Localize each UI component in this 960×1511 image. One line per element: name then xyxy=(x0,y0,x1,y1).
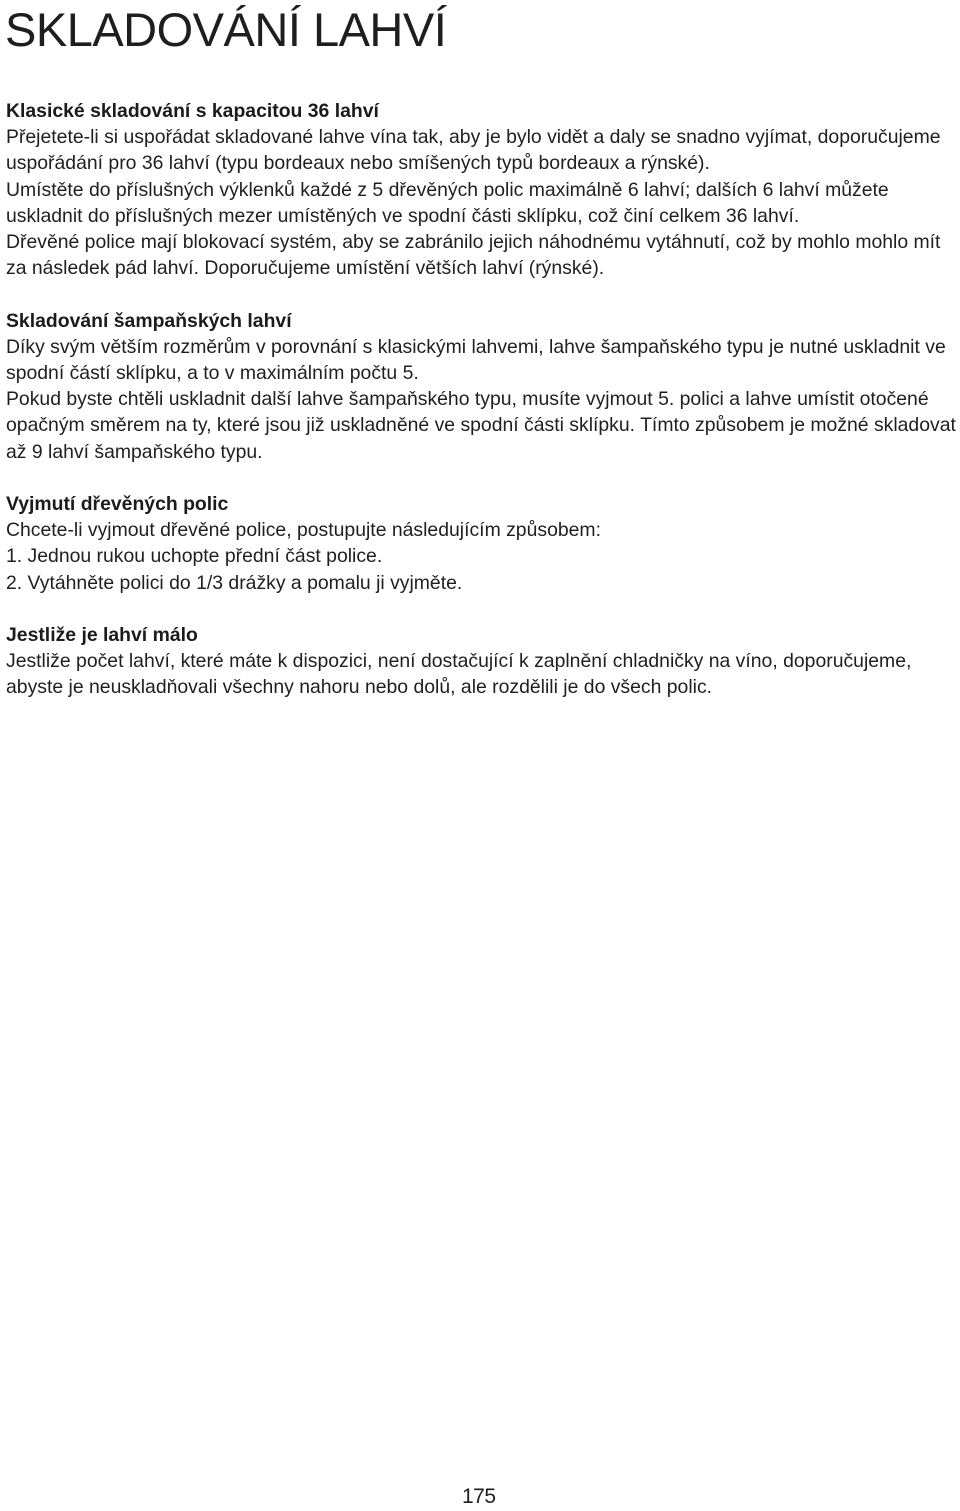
section-heading: Skladování šampaňských lahví xyxy=(6,309,292,332)
paragraph: Přejetete-li si uspořádat skladované lahve vína tak, aby je bylo vidět a daly se snadno vyjímat, doporučujeme uspořádání pro 36 lahví (typu bordeaux nebo smíšených typů bordeaux a rýnské). xyxy=(6,126,941,175)
document-body xyxy=(6,98,958,727)
section-shelf-removal xyxy=(6,491,958,596)
list-item: 2. Vytáhněte polici do 1/3 drážky a pomalu ji vyjměte. xyxy=(6,571,463,594)
paragraph: Umístěte do příslušných výklenků každé z 5 dřevěných polic maximálně 6 lahví; dalších 6 lahví můžete uskladnit do příslušných mezer umístěných ve spodní části sklípku, což činí celkem 36 lahví. xyxy=(6,178,889,227)
section-heading: Vyjmutí dřevěných polic xyxy=(6,493,229,516)
list-item: 1. Jednou rukou uchopte přední část police. xyxy=(6,545,383,568)
paragraph: Díky svým větším rozměrům v porovnání s klasickými lahvemi, lahve šampaňského typu je nutné uskladnit ve spodní částí sklípku, a to v maximálním počtu 5. xyxy=(6,335,946,385)
section-heading: Jestliže je lahví málo xyxy=(6,624,198,647)
section-champagne-storage xyxy=(6,308,958,465)
section-few-bottles xyxy=(6,622,958,701)
section-heading: Klasické skladování s kapacitou 36 lahví xyxy=(6,100,379,122)
section-classic-storage xyxy=(6,98,958,281)
paragraph: Pokud byste chtěli uskladnit další lahve šampaňského typu, musíte vyjmout 5. polici a lahve umístit otočené opačným směrem na ty, které jsou již uskladněné ve spodní části sklípku. Tímto způsobem je možné skladovat až 9 lahví šampaňského typu. xyxy=(6,388,956,463)
paragraph: Dřevěné police mají blokovací systém, aby se zabránilo jejich náhodnému vytáhnutí, což by mohlo mohlo mít za následek pád lahví. Doporučujeme umístění větších lahví (rýnské). xyxy=(6,231,941,280)
paragraph: Chcete-li vyjmout dřevěné police, postupujte následujícím způsobem: xyxy=(6,519,601,542)
paragraph: Jestliže počet lahví, které máte k dispozici, není dostačující k zaplnění chladničky na víno, doporučujeme, abyste je neuskladňovali všechny nahoru nebo dolů, ale rozdělili je do všech polic. xyxy=(6,650,912,699)
page-title: SKLADOVÁNÍ LAHVÍ xyxy=(5,3,447,56)
page-number: 175 xyxy=(462,1485,496,1508)
